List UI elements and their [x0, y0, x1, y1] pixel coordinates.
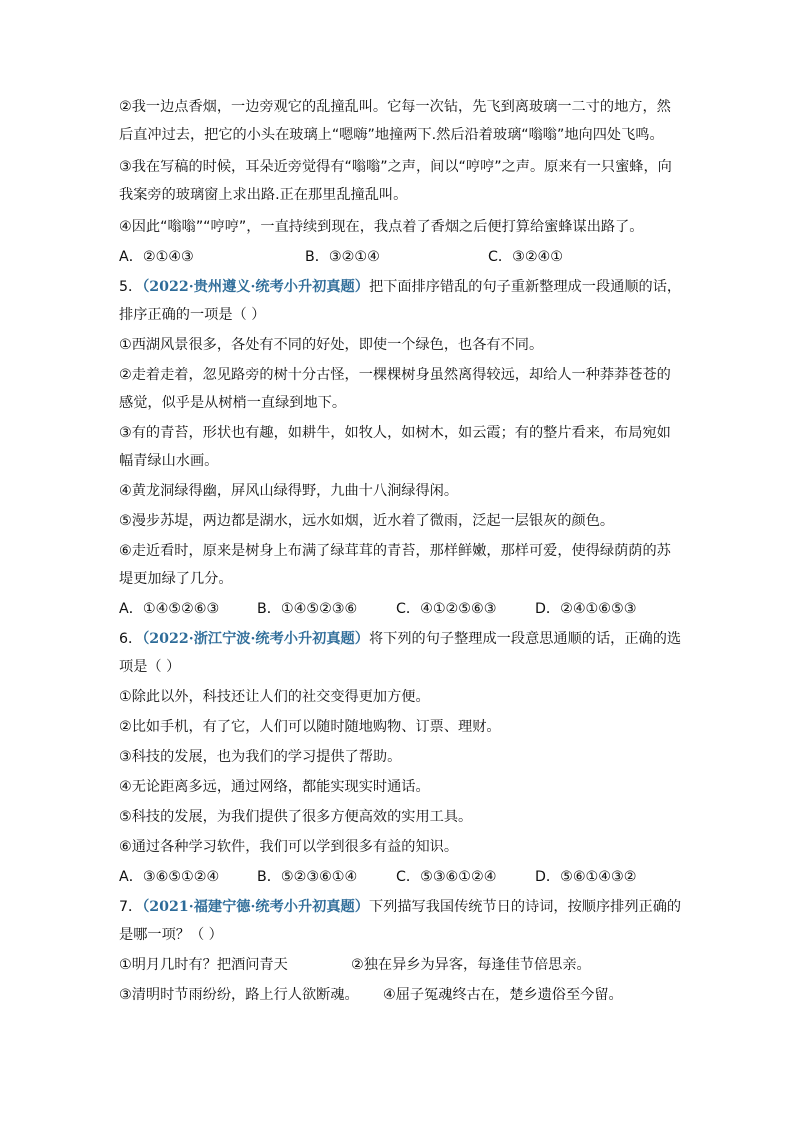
question-6 [119, 624, 682, 892]
question-stem [119, 892, 682, 922]
option-d[interactable]: D．②④①⑥⑤③ [535, 601, 637, 617]
text-line: 后直冲过去，把它的小头在玻璃上“嗯嗨”地撞两下.然后沿着玻璃“嗡嗡”地向四处飞鸣。 [119, 127, 664, 143]
option-c[interactable]: C．④①②⑤⑥③ [396, 601, 497, 617]
question-number: 6． [119, 631, 143, 647]
text-line: ②我一边点香烟，一边旁观它的乱撞乱叫。它每一次钻，先飞到离玻璃一二寸的地方，然 [119, 99, 671, 115]
text-line: ⑥走近看时，原来是树身上布满了绿茸茸的青苔，那样鲜嫩，那样可爱，使得绿荫荫的苏 [119, 543, 671, 559]
sentence-3: ③科技的发展，也为我们的学习提供了帮助。 [119, 749, 402, 765]
stem-text: 把下面排序错乱的句子重新整理成一段通顺的话， [368, 279, 682, 295]
question-5 [119, 272, 682, 624]
question-source: （2021·福建宁德·统考小升初真题） [142, 899, 369, 915]
text-line: 我案旁的玻璃窗上求出路.正在那里乱撞乱叫。 [119, 187, 408, 203]
poem-line-2: ②独在异乡为异客，每逢佳节倍思亲。 [351, 957, 591, 973]
text-line: 感觉，似乎是从树梢一直绿到地下。 [119, 395, 347, 411]
answer-options [119, 862, 679, 892]
sentence-2: ②比如手机，有了它，人们可以随时随地购物、订票、理财。 [119, 719, 501, 735]
stem-text: 排序正确的一项是（ ） [119, 307, 266, 323]
stem-text: 项是（ ） [119, 659, 181, 675]
sentence-4: ④黄龙洞绿得幽，屏风山绿得野，九曲十八涧绿得闲。 [119, 483, 459, 499]
stem-text: 是哪一项？（ ） [119, 927, 223, 943]
poem-line-3: ③清明时节雨纷纷，路上行人欲断魂。 [119, 987, 359, 1003]
question-7 [119, 892, 682, 1010]
option-d[interactable]: D．⑤⑥①④③② [535, 869, 637, 885]
poem-row-2 [119, 980, 679, 1010]
text-line: 幅青绿山水画。 [119, 453, 219, 469]
sentence-6: ⑥通过各种学习软件，我们可以学到很多有益的知识。 [119, 839, 459, 855]
sentence-2 [119, 92, 679, 150]
question-source: （2022·贵州遵义·统考小升初真题） [142, 279, 369, 295]
option-b[interactable]: B．①④⑤②③⑥ [257, 601, 358, 617]
stem-text: 下列描写我国传统节日的诗词，按顺序排列正确的 [368, 899, 682, 915]
sentence-4: ④无论距离多远，通过网络，都能实现实时通话。 [119, 779, 430, 795]
question-number: 5． [119, 279, 143, 295]
question-number: 7． [119, 899, 143, 915]
sentence-1: ①除此以外，科技还让人们的社交变得更加方便。 [119, 689, 430, 705]
sentence-3 [119, 418, 679, 476]
text-line: ②走着走着，忽见路旁的树十分古怪，一棵棵树身虽然离得较远，却给人一种莽莽苍苍的 [119, 367, 671, 383]
text-line: 堤更加绿了几分。 [119, 571, 233, 587]
option-c[interactable]: C．③②④① [488, 249, 563, 265]
document-body [119, 92, 682, 1010]
sentence-5: ⑤科技的发展，为我们提供了很多方便高效的实用工具。 [119, 809, 473, 825]
option-a[interactable]: A．①④⑤②⑥③ [119, 601, 220, 617]
option-b[interactable]: B．⑤②③⑥①④ [257, 869, 358, 885]
text-line: ③我在写稿的时候，耳朵近旁觉得有“嗡嗡”之声，间以“哼哼”之声。原来有一只蜜蜂，向 [119, 159, 672, 175]
sentence-3 [119, 152, 679, 210]
option-a[interactable]: A．②①④③ [119, 249, 194, 265]
question-stem [119, 624, 682, 654]
sentence-1: ①西湖风景很多，各处有不同的好处，即使一个绿色，也各有不同。 [119, 337, 544, 353]
sentence-2 [119, 360, 679, 418]
answer-options [119, 242, 679, 272]
option-b[interactable]: B．③②①④ [305, 249, 380, 265]
poem-line-4: ④屈子冤魂终古在，楚乡遗俗至今留。 [383, 987, 623, 1003]
poem-row-1 [119, 950, 679, 980]
question-stem [119, 272, 682, 302]
sentence-4: ④因此“嗡嗡”“哼哼”，一直持续到现在，我点着了香烟之后便打算给蜜蜂谋出路了。 [119, 219, 644, 235]
stem-text: 将下列的句子整理成一段意思通顺的话，正确的选 [368, 631, 682, 647]
sentence-5: ⑤漫步苏堤，两边都是湖水，远水如烟，近水着了微雨，泛起一层银灰的颜色。 [119, 513, 615, 529]
answer-options [119, 594, 679, 624]
option-a[interactable]: A．③⑥⑤①②④ [119, 869, 220, 885]
poem-line-1: ①明月几时有？把酒问青天 [119, 957, 288, 973]
sentence-6 [119, 536, 679, 594]
question-source: （2022·浙江宁波·统考小升初真题） [142, 631, 369, 647]
option-c[interactable]: C．⑤③⑥①②④ [396, 869, 497, 885]
text-line: ③有的青苔，形状也有趣，如耕牛，如牧人，如树木，如云霞；有的整片看来，布局宛如 [119, 425, 671, 441]
